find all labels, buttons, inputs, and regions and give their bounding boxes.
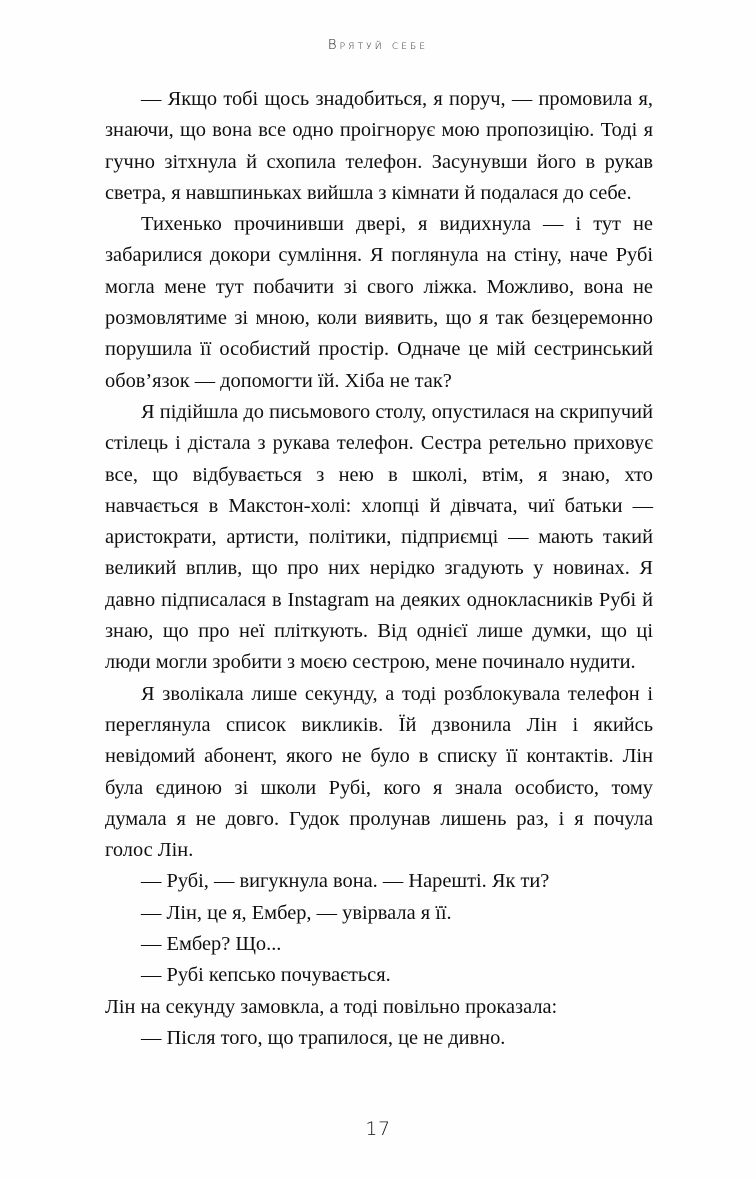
body-paragraph: Я підійшла до письмового столу, опустилася на скрипучий стілець і дістала з рукава телефон. Сестра ретельно приховує все, що відбувається з нею в школі, втім, я знаю, хто навчається в Макстон-холі: хлопці й дівчата, чиї батьки — аристократи, артисти, політики, підприємці — мають такий великий вплив, що про них нерідко згадують у новинах. Я давно підписалася в Instagram на деяких однокласників Рубі й знаю, що про неї пліткують. Від однієї лише думки, що ці люди могли зробити з моєю сестрою, мене починало нудити. — [105, 400, 653, 674]
dialogue-line: — Рубі, — вигукнула вона. — Нарешті. Як ти? — [141, 870, 550, 893]
dialogue-line: — Ембер? Що... — [141, 933, 282, 956]
body-text-block — [105, 84, 653, 1054]
dialogue-line: — Рубі кепсько почувається. — [141, 964, 391, 987]
body-paragraph: — Якщо тобі щось знадобиться, я поруч, — промовила я, знаючи, що вона все одно проігнорує мою пропозицію. Тоді я гучно зітхнула й схопила телефон. Засунувши його в рукав светра, я навшпиньках вийшла з кімнати й подалася до себе. — [105, 88, 653, 204]
dialogue-line: — Після того, що трапилося, це не дивно. — [141, 1026, 506, 1049]
running-head: Врятуй себе — [327, 38, 429, 53]
body-paragraph: Я зволікала лише секунду, а тоді розблокувала телефон і переглянула список викликів. Їй дзвонила Лін і якийсь невідомий абонент, якого не було в списку її контактів. Лін була єдиною зі школи Рубі, кого я знала особисто, тому думала я не довго. Гудок пролунав лишень раз, і я почула голос Лін. — [105, 682, 653, 862]
narration-line: Лін на секунду замовкла, а тоді повільно проказала: — [105, 995, 558, 1018]
page-number: 17 — [365, 1118, 391, 1140]
body-paragraph: Тихенько прочинивши двері, я видихнула — і тут не забарилися докори сумління. Я поглянула на стіну, наче Рубі могла мене тут побачити зі свого ліжка. Можливо, вона не розмовлятиме зі мною, коли виявить, що я так безцеремонно порушила її особистий простір. Одначе це мій сестринський обов’язок — допомогти їй. Хіба не так? — [105, 213, 653, 392]
dialogue-line: — Лін, це я, Ембер, — увірвала я її. — [141, 901, 452, 924]
